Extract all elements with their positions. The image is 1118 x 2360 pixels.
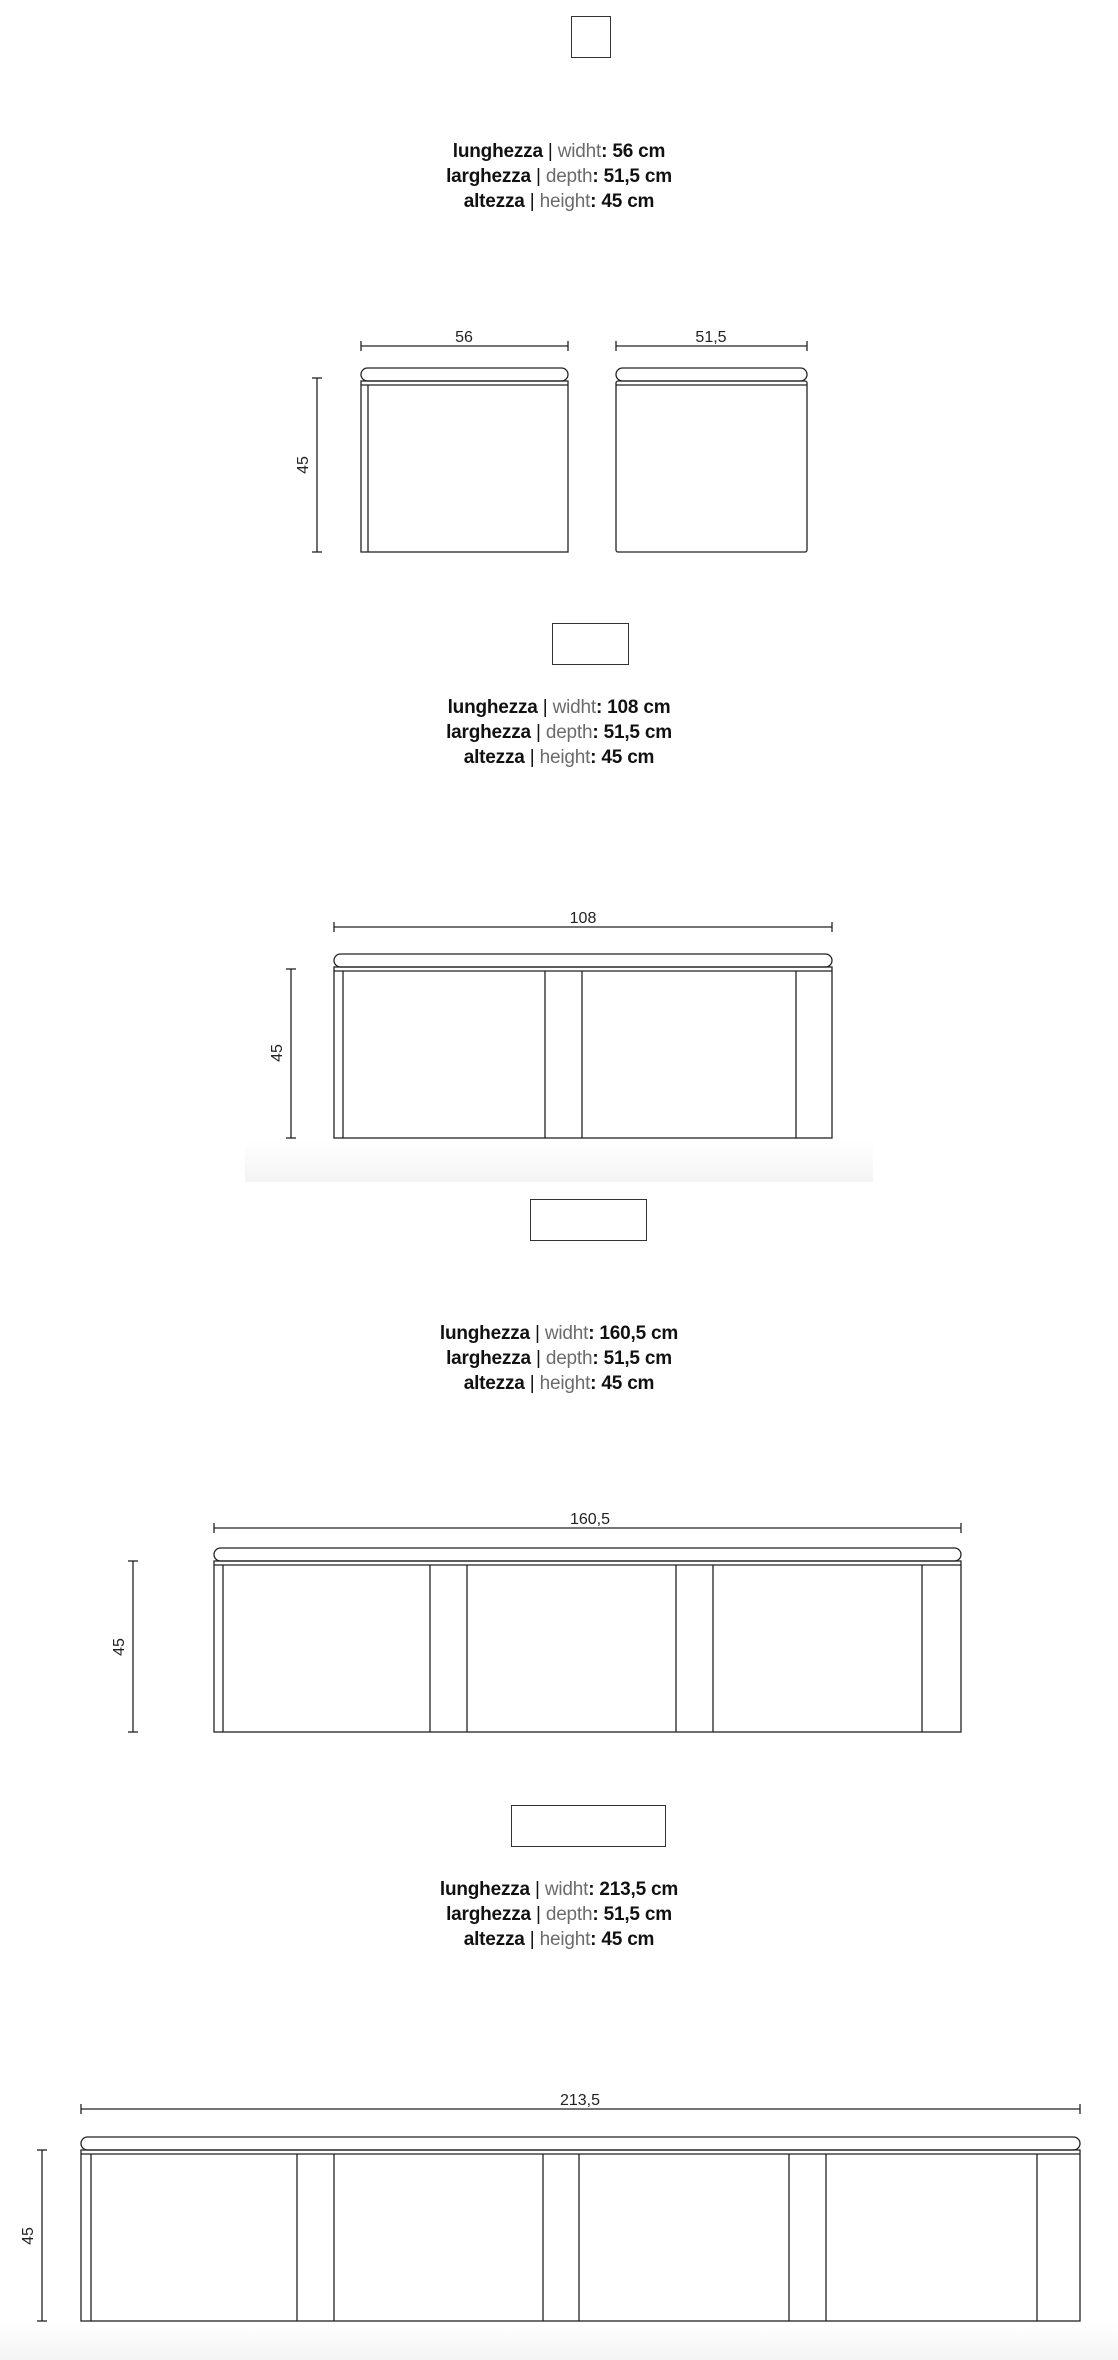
module-4-spec <box>0 1877 1118 1952</box>
separator: | <box>529 191 535 212</box>
depth-label-en: depth <box>545 722 593 743</box>
width-value: : 213,5 cm <box>588 1879 679 1900</box>
length-label: lunghezza <box>452 141 543 162</box>
module-1-depth-line <box>0 164 1118 189</box>
module-3-drawing <box>0 1500 1118 1740</box>
module-2-plan-icon <box>552 623 629 665</box>
height-label: altezza <box>463 747 525 768</box>
height-label: altezza <box>463 191 525 212</box>
module-2-height-line <box>0 745 1118 770</box>
separator: | <box>535 1879 540 1900</box>
height-label-en: height <box>539 191 591 212</box>
separator: | <box>535 1348 541 1369</box>
depth-value: : 51,5 cm <box>592 1904 672 1925</box>
module-1-plan-icon <box>571 16 611 58</box>
module-3-depth-line <box>0 1346 1118 1371</box>
depth-value: : 51,5 cm <box>592 166 672 187</box>
width-value: : 56 cm <box>601 141 666 162</box>
width-label-en: widht <box>557 141 602 162</box>
module-4-dim-height: 45 <box>20 2227 37 2245</box>
height-value: : 45 cm <box>590 1929 655 1950</box>
depth-label-en: depth <box>545 1904 593 1925</box>
module-1-dim-width: 56 <box>455 329 473 346</box>
module-1-drawing <box>0 320 1118 560</box>
height-label: altezza <box>463 1929 525 1950</box>
separator: | <box>535 1323 540 1344</box>
height-label: altezza <box>463 1373 525 1394</box>
module-1-width-line <box>0 139 1118 164</box>
height-label-en: height <box>539 1929 591 1950</box>
module-3-spec <box>0 1321 1118 1396</box>
height-value: : 45 cm <box>590 191 655 212</box>
width-label-en: widht <box>544 1879 589 1900</box>
depth-label: larghezza <box>446 1904 531 1925</box>
length-label: lunghezza <box>447 697 538 718</box>
length-label: lunghezza <box>439 1879 530 1900</box>
depth-value: : 51,5 cm <box>592 1348 672 1369</box>
height-label-en: height <box>539 1373 591 1394</box>
module-4-plan-icon <box>511 1805 666 1847</box>
depth-label-en: depth <box>545 166 593 187</box>
width-label-en: widht <box>544 1323 589 1344</box>
module-4-depth-line <box>0 1902 1118 1927</box>
module-2-drawing <box>0 900 1118 1150</box>
separator: | <box>547 141 553 162</box>
module-4-dim-width: 213,5 <box>559 2092 601 2109</box>
depth-label-en: depth <box>545 1348 593 1369</box>
depth-label: larghezza <box>446 1348 531 1369</box>
module-2-dim-width: 108 <box>569 910 597 927</box>
height-label-en: height <box>539 747 591 768</box>
module-4-drawing <box>0 2080 1118 2330</box>
module-4-height-line <box>0 1927 1118 1952</box>
module-3-width-line <box>0 1321 1118 1346</box>
module-1-height-line <box>0 189 1118 214</box>
module-2-dim-height: 45 <box>269 1044 286 1062</box>
module-1-dim-depth: 51,5 <box>695 329 727 346</box>
module-2-depth-line <box>0 720 1118 745</box>
module-1-dim-height: 45 <box>295 456 312 474</box>
module-3-dim-width: 160,5 <box>569 1511 611 1528</box>
separator: | <box>542 697 548 718</box>
depth-label: larghezza <box>446 166 531 187</box>
width-label-en: widht <box>552 697 596 718</box>
depth-value: : 51,5 cm <box>592 722 672 743</box>
height-value: : 45 cm <box>590 747 655 768</box>
width-value: : 160,5 cm <box>588 1323 679 1344</box>
module-3-plan-icon <box>530 1199 647 1241</box>
height-value: : 45 cm <box>590 1373 655 1394</box>
separator: | <box>535 166 541 187</box>
module-3-height-line <box>0 1371 1118 1396</box>
module-4-width-line <box>0 1877 1118 1902</box>
module-3-dim-height: 45 <box>111 1638 128 1656</box>
separator: | <box>529 1929 535 1950</box>
width-value: : 108 cm <box>595 697 671 718</box>
module-2-spec <box>0 695 1118 770</box>
separator: | <box>529 747 535 768</box>
module-2-width-line <box>0 695 1118 720</box>
length-label: lunghezza <box>439 1323 530 1344</box>
separator: | <box>535 722 541 743</box>
separator: | <box>535 1904 541 1925</box>
module-1-spec <box>0 139 1118 214</box>
separator: | <box>529 1373 535 1394</box>
depth-label: larghezza <box>446 722 531 743</box>
